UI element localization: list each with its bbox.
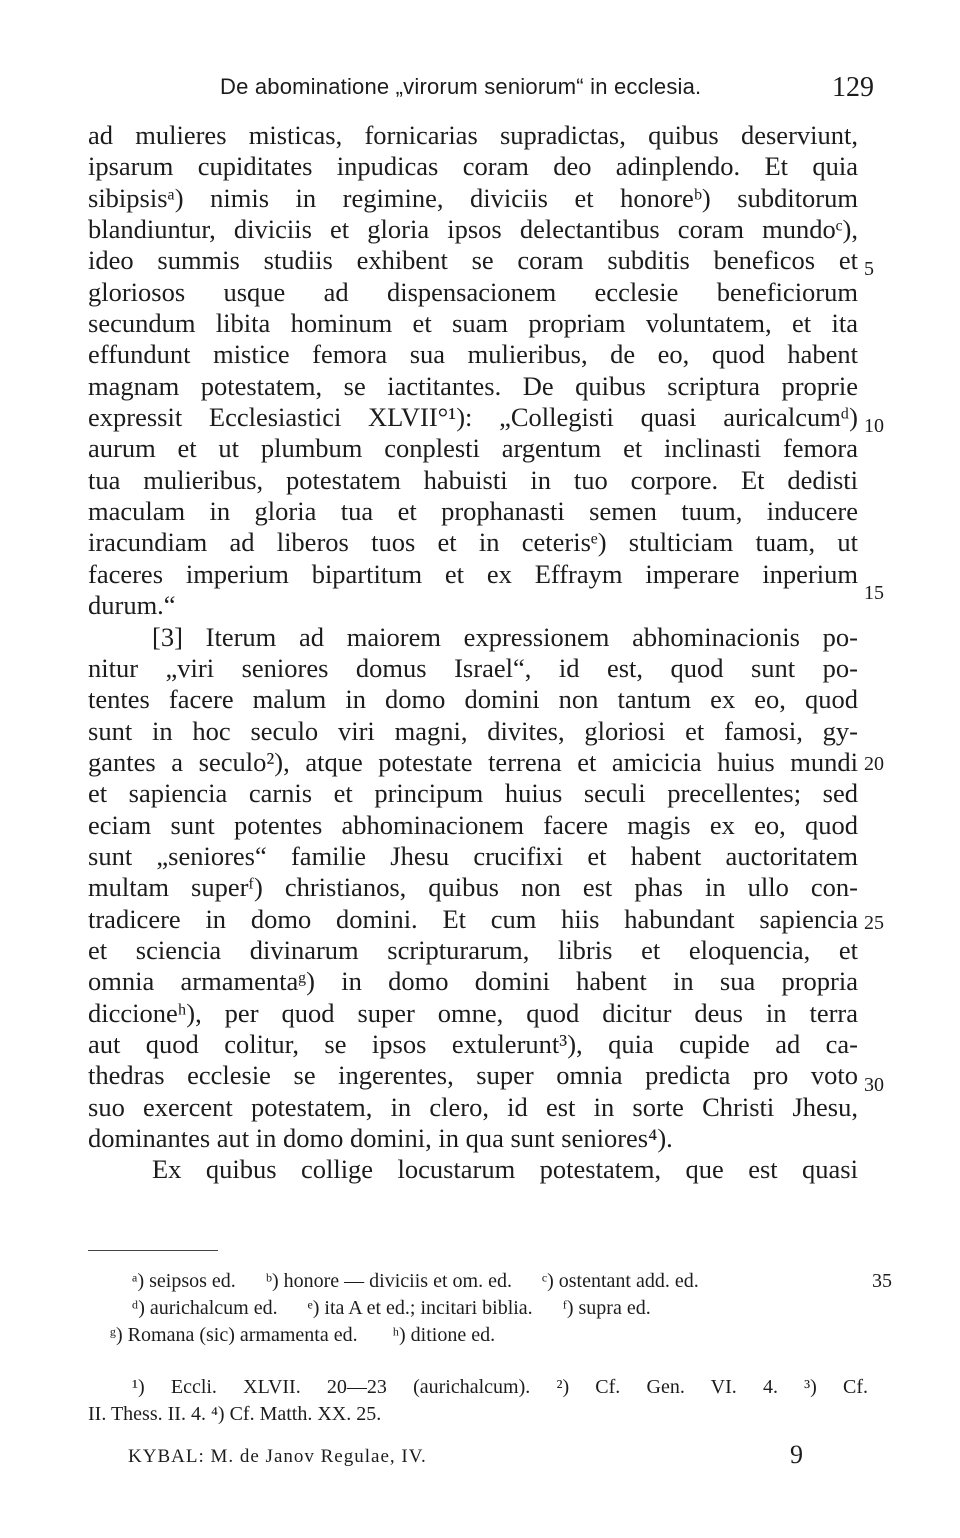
source-notes <box>88 1374 868 1428</box>
apparatus-line-number: 35 <box>872 1270 892 1292</box>
text-line: multam superᶠ) christianos, quibus non est phas in ullo con- <box>88 872 858 903</box>
line-number: 10 <box>864 415 884 437</box>
text-line: ad mulieres misticas, fornicarias supradictas, quibus deserviunt, <box>88 120 858 150</box>
page-header <box>88 68 872 108</box>
text-line: iracundiam ad liberos tuos et in ceterisᵉ) stulticiam tuam, ut <box>88 527 858 558</box>
text-line: thedras ecclesie se ingerentes, super omnia predicta pro voto <box>88 1060 858 1091</box>
footnote-divider <box>88 1250 218 1251</box>
main-text <box>88 120 858 1186</box>
text-line: expressit Ecclesiastici XLVII°¹): „Collegisti quasi auricalcumᵈ) <box>88 402 858 433</box>
text-line: tua mulieribus, potestatem habuisti in tuo corpore. Et dedisti <box>88 464 858 495</box>
text-line: secundum libita hominum et suam propriam voluntatem, et ita <box>88 308 858 339</box>
text-line: magnam potestatem, se iactitantes. De quibus scriptura proprie <box>88 370 858 401</box>
text-line: durum.“ <box>88 590 176 621</box>
text-line: et sciencia divinarum scripturarum, libris et eloquencia, et <box>88 934 858 965</box>
text-line: diccioneʰ), per quod super omne, quod dicitur deus in terra <box>88 997 858 1028</box>
section-start-line: [3] Iterum ad maiorem expressionem abhominacionis po- <box>152 621 858 652</box>
apparatus-row <box>88 1268 892 1295</box>
text-line: tentes facere malum in domo domini non tantum ex eo, quod <box>88 684 858 715</box>
line-number: 20 <box>864 753 884 775</box>
printer-signature: KYBAL: M. de Janov Regulae, IV. <box>128 1446 427 1467</box>
apparatus-row <box>88 1295 892 1322</box>
text-line: suo exercent potestatem, in clero, id est in sorte Christi Jhesu, <box>88 1091 858 1122</box>
source-note-line: II. Thess. II. 4. ⁴) Cf. Matth. XX. 25. <box>88 1403 382 1425</box>
text-line: et sapiencia carnis et principum huius seculi precellentes; sed <box>88 778 858 809</box>
text-line: dominantes aut in domo domini, in qua sunt seniores⁴). <box>88 1123 673 1153</box>
text-line: aut quod colitur, se ipsos extulerunt³), quia cupide ad ca- <box>88 1028 858 1059</box>
text-line: sibipsisᵃ) nimis in regimine, diviciis et honoreᵇ) subditorum <box>88 182 858 213</box>
text-line: effundunt mistice femora sua mulieribus, de eo, quod habent <box>88 339 858 370</box>
text-line: eciam sunt potentes abhominacionem facere magis ex eo, quod <box>88 809 858 840</box>
page-number: 129 <box>832 72 874 103</box>
text-line: ideo summis studiis exhibent se coram subditis beneficos et <box>88 245 858 276</box>
text-line: sunt in hoc seculo viri magni, divites, gloriosi et famosi, gy- <box>88 715 858 746</box>
text-line: omnia armamentaᵍ) in domo domini habent in sua propria <box>88 966 858 997</box>
text-line: ipsarum cupiditates inpudicas coram deo adinplendo. Et quia <box>88 151 858 182</box>
line-number: 5 <box>864 258 874 280</box>
apparatus-note: ᵈ) aurichalcum ed. <box>132 1297 278 1319</box>
sheet-number: 9 <box>790 1440 803 1469</box>
critical-apparatus <box>88 1268 892 1349</box>
apparatus-note: ᵇ) honore — diviciis et om. ed. <box>265 1270 512 1292</box>
text-line: blandiuntur, diviciis et gloria ipsos delectantibus coram mundoᶜ), <box>88 214 858 245</box>
text-line: tradicere in domo domini. Et cum hiis habundant sapiencia <box>88 903 858 934</box>
text-line: Ex quibus collige locustarum potestatem, que est quasi <box>152 1154 858 1185</box>
source-note-line: ¹) Eccli. XLVII. 20—23 (aurichalcum). ²) Cf. Gen. VI. 4. ³) Cf. <box>132 1376 868 1398</box>
apparatus-note: ᵍ) Romana (sic) armamenta ed. <box>110 1324 358 1346</box>
apparatus-row <box>88 1322 892 1349</box>
text-line: gloriosos usque ad dispensacionem ecclesie beneficiorum <box>88 276 858 307</box>
apparatus-note: ᶜ) ostentant add. ed. <box>541 1270 699 1292</box>
apparatus-note: ᶠ) supra ed. <box>562 1297 651 1319</box>
text-line: nitur „viri seniores domus Israel“, id est, quod sunt po- <box>88 652 858 683</box>
line-number: 15 <box>864 582 884 604</box>
text-line: faceres imperium bipartitum et ex Effraym imperare inperium <box>88 558 858 589</box>
text-line: maculam in gloria tua et prophanasti semen tuum, inducere <box>88 496 858 527</box>
line-number: 30 <box>864 1074 884 1096</box>
apparatus-note: ᵃ) seipsos ed. <box>132 1270 236 1292</box>
text-line: sunt „seniores“ familie Jhesu crucifixi et habent auctoritatem <box>88 840 858 871</box>
text-line: gantes a seculo²), atque potestate terrena et amicicia huius mundi <box>88 746 858 777</box>
line-number: 25 <box>864 912 884 934</box>
apparatus-note: ʰ) ditione ed. <box>392 1324 496 1346</box>
text-line: aurum et ut plumbum conplesti argentum et inclinasti femora <box>88 433 858 464</box>
running-head: De abominatione „virorum seniorum“ in ecclesia. <box>220 74 702 99</box>
apparatus-note: ᵉ) ita A et ed.; incitari biblia. <box>307 1297 533 1319</box>
